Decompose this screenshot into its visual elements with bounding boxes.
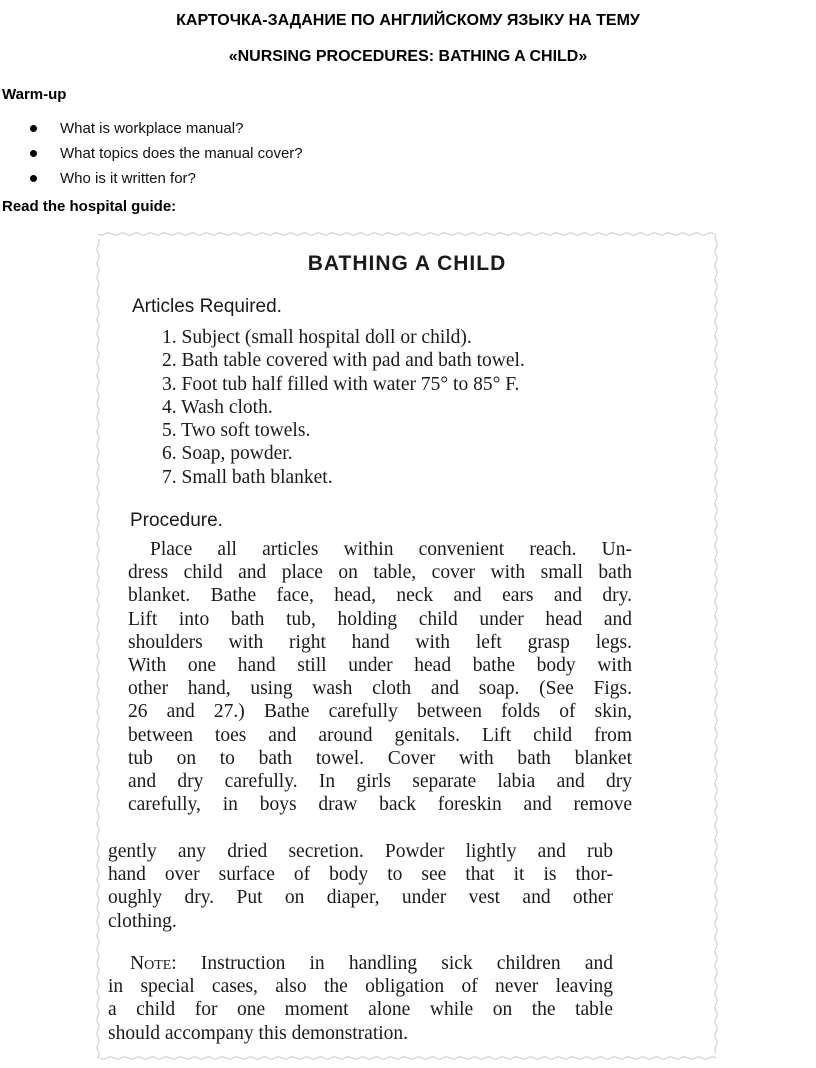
list-item (28, 166, 303, 191)
note-text: Instruction in handling sick children and (176, 953, 613, 974)
text-line: oughly dry. Put on diaper, under vest and other (108, 887, 613, 909)
text-line: Place all articles within convenient reach. Un- (150, 539, 632, 560)
text-line: carefully, in boys draw back foreskin and remove (128, 794, 632, 816)
articles-list (162, 326, 525, 489)
list-item: 5. Two soft towels. (162, 420, 311, 442)
text-line: With one hand still under head bathe body with (128, 655, 632, 677)
note-label: Note: (130, 953, 177, 974)
text-line: hand over surface of body to see that it is thor- (108, 864, 613, 886)
list-item: 2. Bath table covered with pad and bath towel. (162, 350, 525, 372)
text-line: blanket. Bathe face, head, neck and ears and dry. (128, 585, 632, 607)
warmup-question-list (28, 116, 303, 191)
text-line: dress child and place on table, cover with small bath (128, 562, 632, 584)
text-line: 26 and 27.) Bathe carefully between folds of skin, (128, 701, 632, 723)
scanned-guide-page (92, 228, 722, 1064)
text-line: other hand, using wash cloth and soap. (See Figs. (128, 678, 632, 700)
text-line: a child for one moment alone while on the table (108, 999, 613, 1021)
list-item: 3. Foot tub half filled with water 75° to 85° F. (162, 373, 520, 395)
list-item: 4. Wash cloth. (162, 396, 273, 418)
warmup-question: What topics does the manual cover? (60, 145, 303, 162)
document-title-line1: КАРТОЧКА-ЗАДАНИЕ ПО АНГЛИЙСКОМУ ЯЗЫКУ НА ТЕМУ (176, 12, 640, 29)
bullet-icon (30, 175, 37, 182)
text-line: between toes and around genitals. Lift child from (128, 724, 632, 746)
bullet-icon (30, 150, 37, 157)
list-item (28, 141, 303, 166)
procedure-heading: Procedure. (130, 510, 223, 531)
note-paragraph (108, 952, 613, 1045)
warmup-question: Who is it written for? (60, 170, 196, 187)
text-line: and dry carefully. In girls separate labia and dry (128, 771, 632, 793)
text-line (108, 952, 613, 975)
warmup-heading: Warm-up (2, 86, 67, 103)
bullet-icon (30, 125, 37, 132)
text-line: clothing. (108, 910, 177, 932)
warmup-question: What is workplace manual? (60, 120, 244, 137)
document-title-line2: «NURSING PROCEDURES: BATHING A CHILD» (228, 48, 588, 65)
list-item: 7. Small bath blanket. (162, 466, 333, 488)
text-line: in special cases, also the obligation of never leaving (108, 976, 613, 998)
guide-title: BATHING A CHILD (307, 252, 507, 275)
text-line: gently any dried secretion. Powder lightly and rub (108, 841, 613, 862)
procedure-continuation (108, 840, 613, 933)
list-item: 1. Subject (small hospital doll or child). (162, 327, 472, 348)
text-line: shoulders with right hand with left grasp legs. (128, 631, 632, 653)
list-item (28, 116, 303, 141)
articles-heading: Articles Required. (132, 296, 282, 317)
text-line: tub on to bath towel. Cover with bath blanket (128, 747, 632, 769)
text-line: should accompany this demonstration. (108, 1022, 409, 1044)
text-line: Lift into bath tub, holding child under head and (128, 608, 632, 630)
list-item: 6. Soap, powder. (162, 443, 293, 465)
procedure-paragraph (128, 538, 632, 816)
read-heading: Read the hospital guide: (2, 198, 177, 215)
